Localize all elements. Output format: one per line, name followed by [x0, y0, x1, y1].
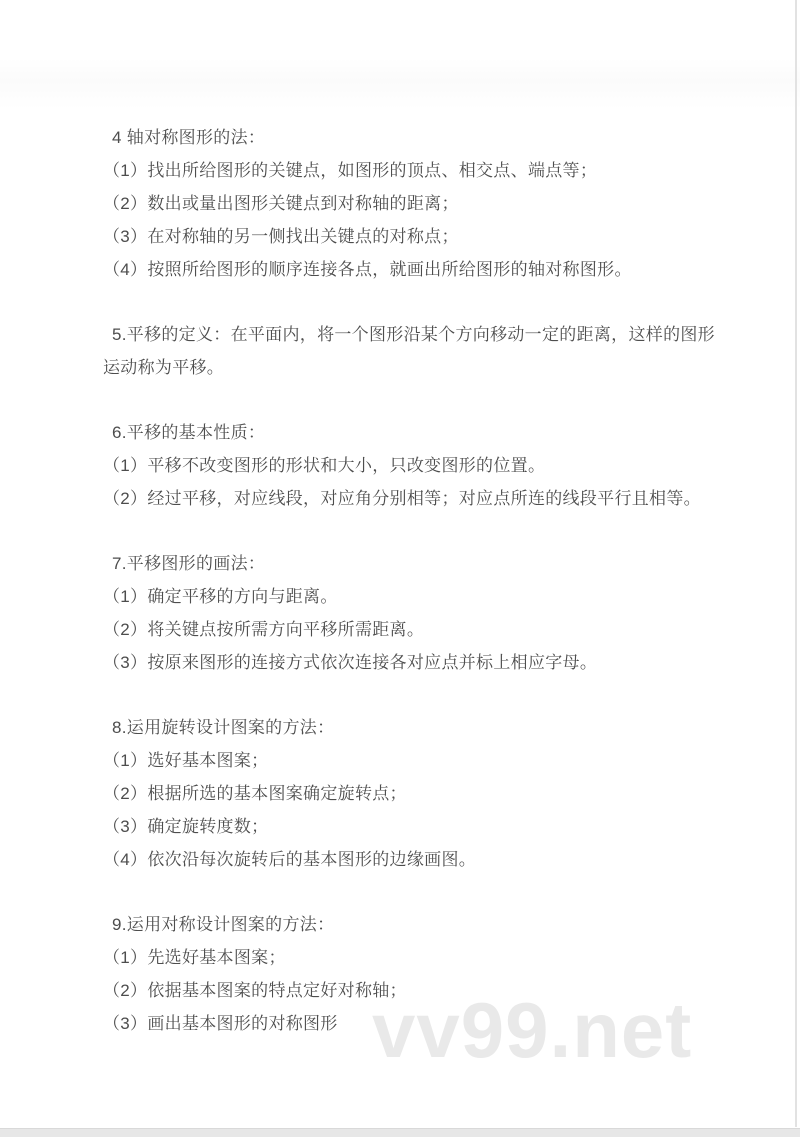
section-items	[103, 351, 760, 384]
section-items	[103, 449, 760, 515]
section-item-line: （4）按照所给图形的顺序连接各点，就画出所给图形的轴对称图形。	[103, 260, 632, 279]
section-heading: 6.平移的基本性质：	[112, 423, 266, 442]
document-section	[103, 711, 760, 876]
section-item-line: （1）平移不改变图形的形状和大小，只改变图形的位置。	[103, 456, 546, 475]
bottom-gray-strip	[0, 1128, 800, 1137]
section-items	[103, 941, 760, 1040]
document-section	[103, 547, 760, 679]
document-section	[103, 318, 760, 384]
section-heading: 7.平移图形的画法：	[112, 554, 266, 573]
section-item-line: （3）确定旋转度数；	[103, 817, 269, 836]
section-item-line: （2）经过平移，对应线段，对应角分别相等；对应点所连的线段平行且相等。	[103, 489, 701, 508]
section-item-line: （3）在对称轴的另一侧找出关键点的对称点；	[103, 227, 459, 246]
document-section	[103, 121, 760, 286]
section-item-line: （2）根据所选的基本图案确定旋转点；	[103, 784, 407, 803]
section-heading: 9.运用对称设计图案的方法：	[112, 915, 335, 934]
section-item-line: （1）确定平移的方向与距离。	[103, 587, 338, 606]
section-items	[103, 580, 760, 679]
section-item-line: （3）画出基本图形的对称图形	[103, 1014, 338, 1033]
section-item-line: （1）选好基本图案；	[103, 751, 269, 770]
section-heading: 8.运用旋转设计图案的方法：	[112, 718, 335, 737]
section-heading: 5.平移的定义：在平面内，将一个图形沿某个方向移动一定的距离，这样的图形	[112, 325, 715, 344]
section-item-line: （1）先选好基本图案；	[103, 948, 286, 967]
section-items	[103, 154, 760, 286]
section-item-line: （2）依据基本图案的特点定好对称轴；	[103, 981, 407, 1000]
section-item-line: （4）依次沿每次旋转后的基本图形的边缘画图。	[103, 850, 477, 869]
watermark-text: vv99.net	[372, 986, 693, 1074]
section-item-line: （1）找出所给图形的关键点，如图形的顶点、相交点、端点等；	[103, 161, 598, 180]
document-section	[103, 416, 760, 515]
document-section	[103, 908, 760, 1040]
section-item-line: （3）按原来图形的连接方式依次连接各对应点并标上相应字母。	[103, 653, 598, 672]
section-heading: 4 轴对称图形的法：	[112, 128, 266, 147]
section-item-line: （2）将关键点按所需方向平移所需距离。	[103, 620, 425, 639]
section-items	[103, 744, 760, 876]
section-item-line: （2）数出或量出图形关键点到对称轴的距离；	[103, 194, 459, 213]
section-item-line: 运动称为平移。	[103, 358, 225, 377]
page-edge-line	[795, 0, 797, 1127]
